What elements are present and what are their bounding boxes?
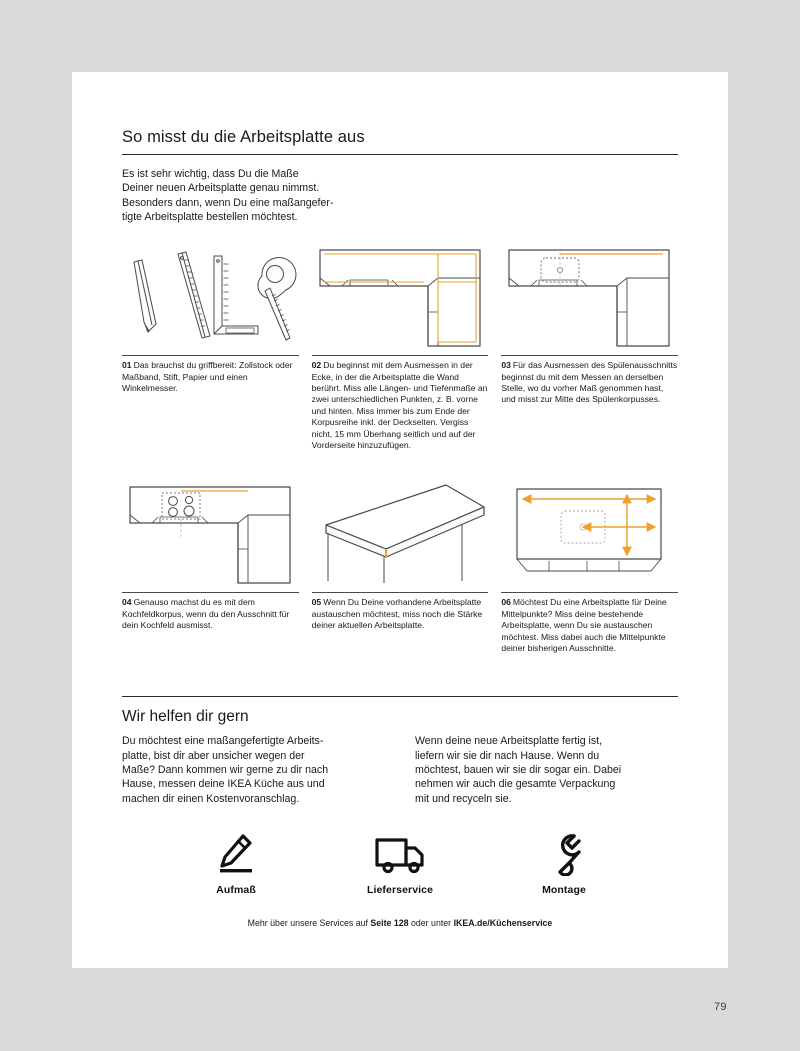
- caption-divider: [501, 592, 678, 593]
- page-content: [122, 128, 678, 928]
- steps-row-1: [122, 240, 678, 451]
- step-text: Genauso machst du es mit dem Kochfeldkorpus, wenn du den Ausschnitt für dein Kochfeld ausmisst.: [122, 597, 290, 631]
- step-caption: [312, 597, 489, 631]
- step-number: 06: [501, 597, 511, 608]
- step-02: [312, 240, 489, 451]
- service-label: Lieferservice: [366, 883, 434, 896]
- l-shaped-worktop-sink-cutout-illustration: [501, 240, 678, 352]
- services-note: [122, 918, 678, 928]
- step-03: [501, 240, 678, 451]
- worktop-thickness-perspective-illustration: [312, 477, 489, 589]
- step-text: Für das Ausmessen des Spülenausschnitts beginnst du mit dem Messen an derselben Stelle, wo du vorher Maß genommen hast, und misst zur Mitte des Spülenkorpusses.: [501, 360, 678, 405]
- service-label: Aufmaß: [216, 883, 256, 896]
- service-label: Montage: [542, 883, 586, 896]
- caption-divider: [501, 355, 678, 356]
- intro-text: Es ist sehr wichtig, dass Du die Maße Deiner neuen Arbeitsplatte genau nimmst. Besonders dann, wenn Du eine maßangefer- tigte Arbeitsplatte bestellen möchtest.: [122, 168, 334, 223]
- delivery-truck-icon: [344, 832, 456, 876]
- pencil-measure-icon: [180, 832, 292, 876]
- step-number: 03: [501, 360, 511, 371]
- help-title: Wir helfen dir gern: [122, 708, 249, 726]
- step-05: [312, 477, 489, 654]
- step-caption: [501, 360, 678, 406]
- step-caption: [122, 597, 299, 631]
- caption-divider: [312, 592, 489, 593]
- note-url[interactable]: IKEA.de/Küchenservice: [453, 917, 553, 928]
- step-text: Wenn Du Deine vorhandene Arbeitsplatte austauschen möchtest, miss noch die Stärke deiner aktuellen Arbeitsplatte.: [311, 597, 483, 631]
- services-list: [122, 832, 678, 896]
- catalog-page: [72, 72, 728, 968]
- caption-divider: [122, 355, 299, 356]
- help-text-left: Du möchtest eine maßangefertigte Arbeits- platte, bist dir aber unsicher wegen der Maße? Dann kommen wir gerne zu dir nach Hause, messen deine IKEA Küche aus und machen dir einen Kostenvoranschlag.: [122, 735, 329, 805]
- service-item-lieferservice[interactable]: [344, 832, 456, 896]
- l-shaped-worktop-hob-cutout-illustration: [122, 477, 299, 589]
- step-number: 05: [311, 597, 322, 608]
- step-number: 01: [122, 360, 132, 371]
- wrench-icon: [508, 832, 620, 876]
- help-text-right: Wenn deine neue Arbeitsplatte fertig ist, liefern wir sie dir nach Hause. Wenn du möchtest, bauen wir sie dir sogar ein. Dabei nehmen wir auch die gesamte Verpackung mit und recyceln sie.: [415, 735, 622, 805]
- step-caption: [312, 360, 489, 451]
- help-divider: [122, 696, 678, 697]
- measuring-tools-illustration: [122, 240, 299, 352]
- step-06: [501, 477, 678, 654]
- note-prefix: Mehr über unsere Services auf: [247, 917, 371, 928]
- steps-row-2: [122, 477, 678, 654]
- page-number: 79: [714, 1001, 727, 1013]
- note-page-ref: Seite 128: [370, 917, 409, 928]
- step-text: Möchtest Du eine Arbeitsplatte für Deine Mittelpunkte? Miss deine bestehende Arbeitsplatte, wenn Du sie austauschen möchtest. Miss dabei auch die Mittelpunkte deiner bisherigen Ausschnitte.: [501, 597, 667, 654]
- caption-divider: [122, 592, 299, 593]
- help-section: [122, 696, 678, 927]
- l-shaped-worktop-length-depth-illustration: [312, 240, 489, 352]
- step-text: Du beginnst mit dem Ausmessen in der Ecke, in der die Arbeitsplatte die Wand berührt. Miss alle Längen- und Tiefenmaße an zwei unterschiedlichen Punkten, z. B. vorne und hinten. Miss immer bis zum Ende der Korpusreihe inkl. der Deckseiten. Vergiss nicht, 15 mm Überhang seitlich und auf der Vorderseite hinzuzufügen.: [311, 360, 488, 451]
- step-01: [122, 240, 299, 451]
- note-middle: oder unter: [408, 917, 454, 928]
- kitchen-island-worktop-dimensions-illustration: [501, 477, 678, 589]
- title-divider: [122, 154, 678, 155]
- service-item-montage[interactable]: [508, 832, 620, 896]
- step-caption: [501, 597, 678, 654]
- caption-divider: [312, 355, 489, 356]
- step-caption: [122, 360, 299, 394]
- step-text: Das brauchst du griffbereit: Zollstock oder Maßband, Stift, Papier und einen Winkelmesser.: [122, 360, 293, 393]
- step-number: 04: [122, 597, 132, 608]
- step-number: 02: [311, 360, 322, 371]
- help-columns: [122, 734, 678, 805]
- step-04: [122, 477, 299, 654]
- service-item-aufmass[interactable]: [180, 832, 292, 896]
- page-title: So misst du die Arbeitsplatte aus: [122, 128, 365, 146]
